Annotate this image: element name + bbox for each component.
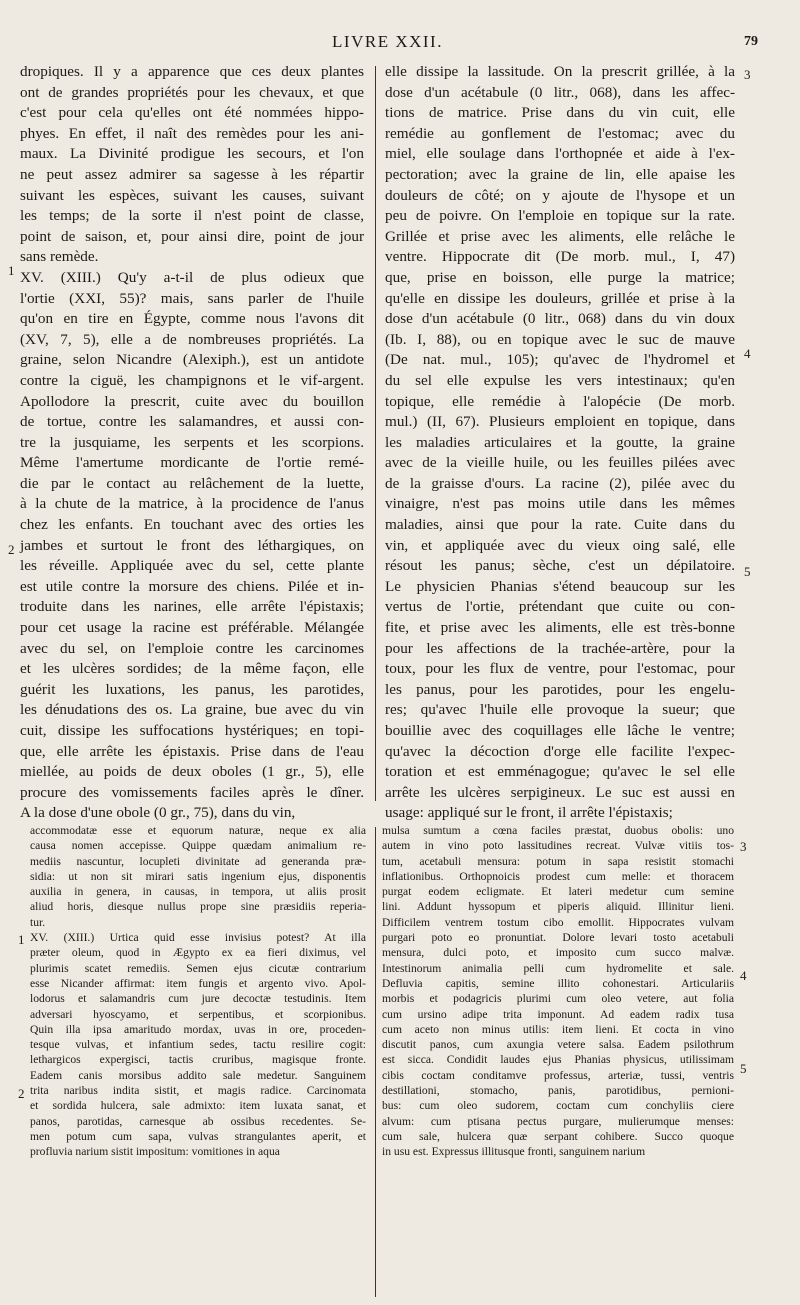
text-line: ne peut assez admirer sa sagesse à les répartir [20, 165, 364, 183]
text-line: elle dissipe la lassitude. On la prescrit grillée, à la [385, 63, 735, 80]
text-line: sidia: ut non sit mirari satis ingenium ejus, disponentis [30, 869, 366, 883]
text-line: Grillée et prise avec les aliments, elle relâche le [385, 227, 735, 245]
text-line: est sicca. Condidit laudes ejus Phanias physicus, utilissimam [382, 1053, 734, 1067]
text-line: résout les panus; sèche, c'est un dépilatoire. [385, 557, 735, 575]
text-line: tesque vulvas, et infantium sedes, tactu resilire cogit: [30, 1038, 366, 1052]
text-line: cibis coctam conditamve professus, arteriæ, tussi, ventris [382, 1068, 734, 1082]
text-line: graine, selon Nicandre (Alexiph.), est un antidote [20, 351, 364, 369]
text-line: que, prise en boisson, elle purge la matrice; [385, 268, 735, 286]
text-line: XV. (XIII.) Qu'y a-t-il de plus odieux que [20, 268, 364, 286]
text-line: miellée, au poids de deux oboles (1 gr., 5), elle [20, 763, 364, 781]
text-line: causa nomen accepisse. Quippe quædam animalium re- [30, 839, 366, 853]
text-line: A la dose d'une obole (0 gr., 75), dans du vin, [20, 804, 296, 822]
text-line: l'ortie (XXI, 55)? mais, sans parler de l'huile [20, 289, 364, 307]
text-line: Le physicien Phanias s'étend beaucoup sur les [385, 577, 735, 595]
text-line: bus: cum oleo sudorem, coctam cum conchyliis ciere [382, 1099, 734, 1113]
text-line: morbis et podagricis plurimi cum oleo vetere, aut folia [382, 992, 734, 1006]
text-line: troduite dans les narines, elle arrête l'épistaxis; [20, 598, 364, 616]
text-line: fite, et prise avec les aliments, elle est très-bonne [385, 619, 735, 637]
text-line: les temps; de la sorte il n'est point de classe, [20, 207, 364, 225]
text-line: Intestinorum animalia pelli cum hydromelite et sale. [382, 961, 734, 975]
text-line: cuit, dissipe les suffocations hystériques; en topi- [20, 722, 364, 739]
text-line: destillationi, stomacho, panis, parotidibus, pernioni- [382, 1084, 734, 1098]
text-line: autem in vino poto lassitudines recreat. Vulvæ vitiis tos- [382, 839, 734, 853]
text-line: trita naribus indita sistit, et magis radice. Carcinomata [30, 1084, 366, 1098]
french-text-left-column [20, 62, 364, 822]
text-line: topique, elle remédie à l'alopécie (De morb. [385, 392, 735, 410]
text-line: toration et est emménagogue; qu'avec le sel elle [385, 763, 735, 781]
text-line: miel, elle soulage dans l'orthopnée et aide à l'ex- [385, 145, 735, 163]
text-line: toux, pour les flux de ventre, pour l'estomac, pour [385, 660, 735, 678]
text-line: phyes. En effet, il naît des remèdes pour les ani- [20, 124, 364, 142]
margin-number: 3 [740, 839, 747, 854]
text-line: tur. [30, 915, 46, 929]
text-line: mul.) (II, 67). Plusieurs emploient en topique, dans [385, 413, 735, 431]
text-line: auxilia in genera, in causas, in tempora, ut aliis prosit [30, 885, 366, 899]
text-line: (Ib. I, 88), ou en topique avec le suc de mauve [385, 330, 735, 348]
text-line: dose d'un acétabule (0 litr., 068) dans du vin doux [385, 310, 735, 328]
latin-column-divider [375, 827, 376, 1297]
margin-number: 2 [18, 1086, 25, 1101]
margin-number: 5 [740, 1061, 747, 1076]
text-line: mensura, dulci poto, et imposito cum succo malvæ. [382, 946, 734, 960]
text-line: arrête les ulcères serpigineux. Le suc est aussi en [385, 783, 735, 801]
text-line: de la graisse d'ours. La racine (2), pilée avec du [385, 474, 735, 492]
text-line: purgat eodem ecligmate. Et lateri medetur cum semine [382, 885, 734, 899]
latin-text-left-column [30, 823, 366, 1298]
text-line: qu'avec la décoction d'orge elle facilite l'expec- [385, 742, 735, 760]
text-line: tions de matrice. Prise dans du vin cuit, elle [385, 104, 735, 122]
running-head [0, 32, 800, 56]
text-line: ventre. Hippocrate dit (De morb. mul., I, 47) [385, 248, 735, 266]
text-line: maladies, ainsi que pour la rate. Cuite dans du [385, 516, 735, 534]
text-line: dose d'un acétabule (0 litr., 068), dans les affec- [385, 83, 735, 101]
margin-number: 4 [740, 968, 747, 983]
text-line: qu'on en tire en Égypte, comme nous l'avons dit [20, 310, 364, 328]
text-line: lethargicos expergisci, tactis cruribus, magisque fronte. [30, 1053, 366, 1067]
text-line: cum aceto non minus utilis: item lieni. Et cocta in vino [382, 1022, 734, 1036]
text-line: Apollodore la prescrit, cuite avec du bouillon [20, 392, 364, 410]
text-line: bouillie avec des coquillages elle lâche le ventre; [385, 722, 735, 739]
margin-number: 1 [18, 932, 25, 947]
text-line: usage: appliqué sur le front, il arrête l'épistaxis; [385, 804, 673, 822]
text-line: pour les affections de la trachée-artère, pour la [385, 639, 735, 657]
text-line: alvum: cum ptisana pectus purgare, mulierumque menses: [382, 1114, 734, 1128]
text-line: cum ursino adipe trita imponunt. Ad eadem radix tusa [382, 1007, 734, 1021]
text-line: præter oleum, quod in Ægypto ex ea fieri diximus, vel [30, 946, 366, 960]
french-text-right-column [385, 62, 735, 822]
text-line: aliud horis, diesque nullus prope sine præsidiis reperia- [30, 900, 366, 914]
text-line: mediis nascuntur, locupleti divinitate ad generanda præ- [30, 854, 366, 868]
text-line: dropiques. Il y a apparence que ces deux plantes [20, 63, 364, 80]
margin-number: 4 [744, 346, 751, 361]
text-line: accommodatæ esse et equorum naturæ, neque ex alia [30, 824, 366, 837]
text-line: les maladies articulaires et la goutte, la graine [385, 433, 735, 451]
text-line: avec de la vieille huile, ou les feuilles pilées avec [385, 454, 735, 472]
margin-number: 5 [744, 564, 751, 579]
text-line: mulsa sumtum a cœna faciles præstat, duobus obolis: uno [382, 824, 734, 837]
latin-text-right-column [382, 823, 734, 1298]
text-line: Defluvia capitis, semine illito cohonestari. Articulariis [382, 976, 734, 990]
text-line: les dénudations des os. La graine, bue avec du vin [20, 701, 364, 719]
text-line: point de saison, et, pour ainsi dire, point de jour [20, 227, 364, 245]
text-line: (De nat. mul., 105); qu'avec de l'hydromel et [385, 351, 735, 369]
text-line: pectoration; avec la graine de lin, elle apaise les [385, 165, 735, 183]
text-line: profluvia narium sistit impositum: vomitiones in aqua [30, 1145, 280, 1159]
text-line: jambes et surtout le front des léthargiques, on [20, 536, 364, 554]
text-line: vertus de l'ortie, prétendant que cuite ou con- [385, 598, 735, 616]
text-line: tre la jusquiame, les serpents et les scorpions. [20, 433, 364, 451]
text-line: est utile contre la morsure des chiens. Pilée et in- [20, 577, 364, 595]
page-number: 79 [744, 34, 758, 49]
text-line: guérit les luxations, les panus, les parotides, [20, 680, 364, 698]
text-line: in usu est. Expressus illitusque fronti, sanguinem narium [382, 1145, 646, 1159]
text-line: pour cet usage la racine est préférable. Mélangée [20, 619, 364, 637]
text-line: tum, acetabuli mensura: potum in sapa resistit stomachi [382, 854, 734, 868]
text-line: c'est pour cela qu'elles ont été nommées hippo- [20, 104, 364, 122]
text-line: adversari hyoscyamo, et serpentibus, et scorpionibus. [30, 1007, 366, 1021]
text-line: men potum cum sapa, vulvas strangulantes aperit, et [30, 1129, 366, 1143]
text-line: lini. Addunt hyssopum et piperis aliquid. Illinitur lieni. [382, 900, 734, 914]
text-line: et sordida hulcera, sale admixto: item luxata sanat, et [30, 1099, 366, 1113]
text-line: ont de grandes propriétés pour les chevaux, et que [20, 83, 364, 101]
text-line: procure des vomissements faciles après le dîner. [20, 783, 364, 801]
text-line: (XV, 7, 5), elle a de nombreuses propriétés. La [20, 330, 364, 348]
text-line: Quin illa ipsa amaritudo mordax, uvas in ore, proceden- [30, 1022, 366, 1036]
text-line: suivant les espèces, suivant les causes, suivant [20, 186, 364, 204]
text-line: qu'elle en dissipe les douleurs, grillée et prise à la [385, 289, 735, 307]
text-line: purgari poto eo pronuntiat. Dolore levari tosto acetabuli [382, 931, 734, 945]
text-line: die par le contact au relâchement de la luette, [20, 474, 364, 492]
text-line: res; qu'avec l'huile elle provoque la sueur; que [385, 701, 735, 719]
text-line: les panus, pour les parotides, pour les engelu- [385, 680, 735, 698]
text-line: que, elle arrête les épistaxis. Prise dans de l'eau [20, 742, 364, 760]
margin-number: 3 [744, 67, 751, 82]
text-line: lodorus et salamandris cum jure decoctæ testudinis. Item [30, 992, 366, 1006]
text-line: les réveille. Appliquée avec du sel, cette plante [20, 557, 364, 575]
text-line: contre la ciguë, les champignons et le vif-argent. [20, 371, 364, 389]
text-line: avec du sel, on l'emploie contre les carcinomes [20, 639, 364, 657]
text-line: XV. (XIII.) Urtica quid esse invisius potest? At illa [30, 931, 366, 945]
column-divider [375, 66, 376, 801]
text-line: peu de poivre. On l'emploie en topique sur la rate. [385, 207, 735, 225]
running-title: LIVRE XXII. [332, 32, 443, 51]
text-line: esse Nicander affirmat: item fungis et argento vivo. Apol- [30, 976, 366, 990]
text-line: chez les enfants. En touchant avec des orties les [20, 516, 364, 534]
text-line: douleurs de côté; on y ajoute de l'hysope et un [385, 186, 735, 204]
text-line: et les ulcères sordides; de la même façon, elle [20, 660, 364, 678]
text-line: sans remède. [20, 248, 99, 266]
text-line: vin, et appliquée avec du vieux oing salé, elle [385, 536, 735, 554]
text-line: discutit panos, cum axungia vetere salsa. Eadem psilothrum [382, 1038, 734, 1052]
text-line: maux. La Divinité prodigue les secours, et l'on [20, 145, 364, 163]
text-line: remédie au gonflement de l'estomac; avec du [385, 124, 735, 142]
text-line: Même l'amertume mordicante de l'ortie remé- [20, 454, 364, 472]
margin-number: 1 [8, 263, 15, 278]
text-line: du sel elle expulse les vers intestinaux; qu'en [385, 371, 735, 389]
text-line: panos, parotidas, carnesque ab ossibus recedentes. Se- [30, 1114, 366, 1128]
margin-number: 2 [8, 542, 15, 557]
text-line: à la chute de la matrice, à la procidence de l'anus [20, 495, 364, 513]
text-line: Difficilem ventrem tostum cibo emollit. Hippocrates vulvam [382, 915, 734, 929]
text-line: de tortue, contre les salamandres, et aussi con- [20, 413, 364, 431]
text-line: inflationibus. Orthopnoicis prodest cum melle: et thoracem [382, 869, 734, 883]
text-line: cum sale, hulcera quæ serpant cohibere. Succo quoque [382, 1129, 734, 1143]
text-line: vinaigre, n'est pas moins utile dans les mêmes [385, 495, 735, 513]
text-line: Eadem canis morsibus addito sale medetur. Sanguinem [30, 1068, 366, 1082]
text-line: plurimis scatet remediis. Semen ejus cicutæ contrarium [30, 961, 366, 975]
